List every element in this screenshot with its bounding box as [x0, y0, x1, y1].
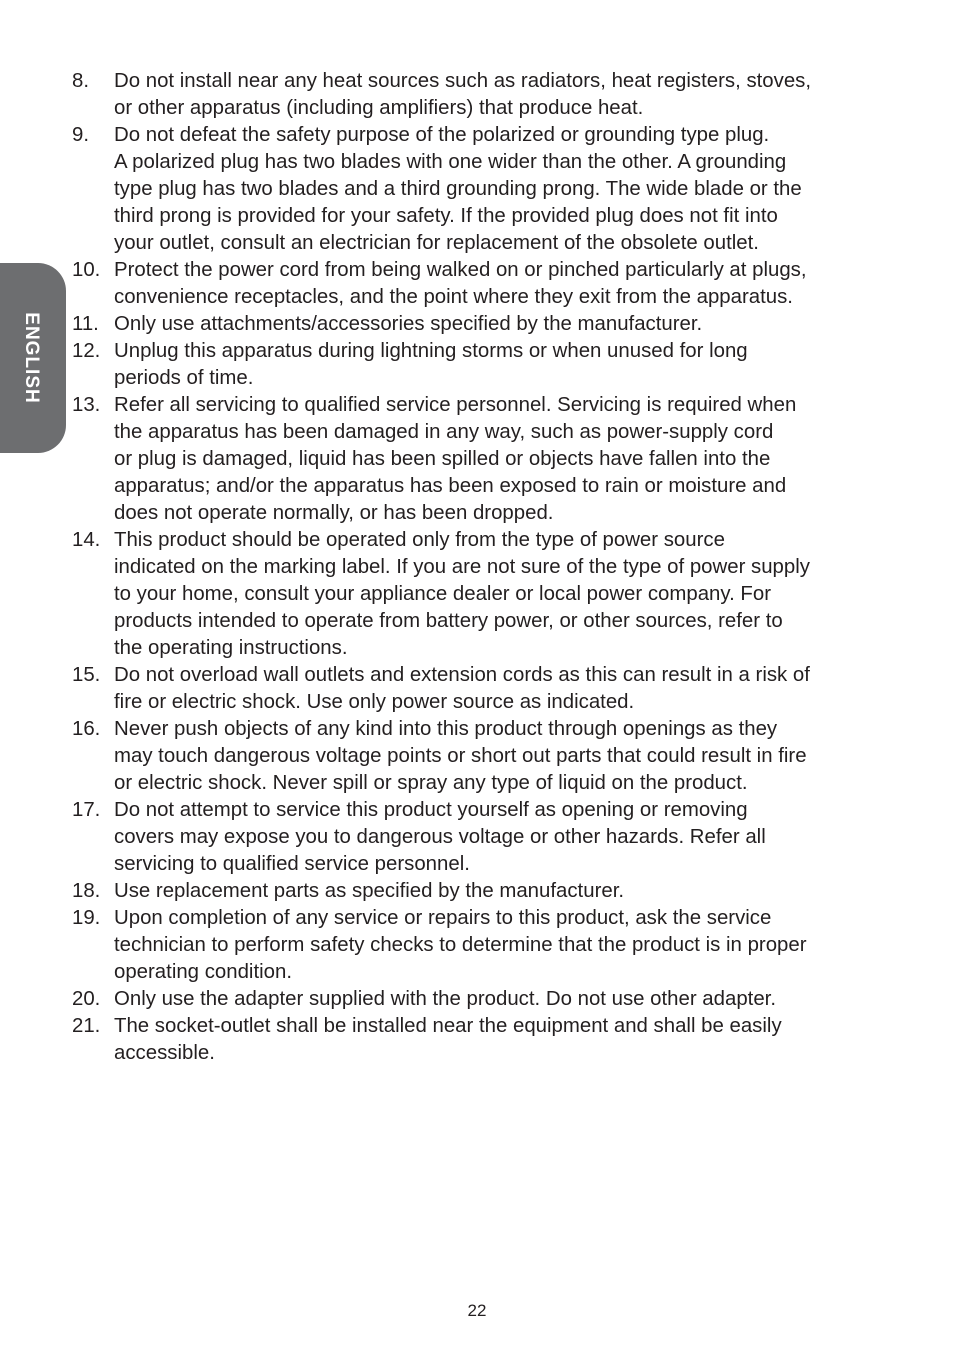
list-item [72, 986, 887, 1013]
list-item [72, 311, 887, 338]
item-text: Do not overload wall outlets and extension cords as this can result in a risk of fire or electric shock. Use only power source as indicated. [114, 664, 810, 713]
list-item [72, 392, 887, 527]
list-item [72, 68, 887, 122]
item-text: Refer all servicing to qualified service personnel. Servicing is required when the apparatus has been damaged in any way, such as power-supply cord or plug is damaged, liquid has been spilled or objects have fallen into the apparatus; and/or the apparatus has been exposed to rain or moisture and does not operate normally, or has been dropped. [114, 394, 797, 524]
item-number: 21. [72, 1015, 101, 1037]
item-text: Upon completion of any service or repairs to this product, ask the service technician to perform safety checks to determine that the product is in proper operating condition. [114, 907, 807, 983]
language-tab-label: ENGLISH [21, 312, 42, 404]
item-number: 20. [72, 988, 101, 1010]
list-item [72, 905, 887, 986]
item-number: 14. [72, 529, 101, 551]
item-text: Protect the power cord from being walked on or pinched particularly at plugs, convenience receptacles, and the point where they exit from the apparatus. [114, 259, 807, 308]
list-item [72, 662, 887, 716]
list-item [72, 527, 887, 662]
language-tab [0, 263, 66, 453]
item-number: 13. [72, 394, 101, 416]
safety-instructions-list [72, 68, 887, 1067]
item-text: Unplug this apparatus during lightning storms or when unused for long periods of time. [114, 340, 748, 389]
item-text: The socket-outlet shall be installed near the equipment and shall be easily accessible. [114, 1015, 782, 1064]
item-text: Only use the adapter supplied with the product. Do not use other adapter. [114, 988, 776, 1010]
item-text: Only use attachments/accessories specified by the manufacturer. [114, 313, 703, 335]
list-item [72, 338, 887, 392]
list-item [72, 1013, 887, 1067]
item-text: Use replacement parts as specified by the manufacturer. [114, 880, 625, 902]
item-text: Never push objects of any kind into this product through openings as they may touch dangerous voltage points or short out parts that could result in fire or electric shock. Never spill or spray any type of liquid on the product. [114, 718, 807, 794]
item-number: 17. [72, 799, 101, 821]
item-number: 12. [72, 340, 101, 362]
list-item [72, 716, 887, 797]
item-text: Do not defeat the safety purpose of the polarized or grounding type plug. A polarized plug has two blades with one wider than the other. A grounding type plug has two blades and a third grounding prong. The wide blade or the third prong is provided for your safety. If the provided plug does not fit into your outlet, consult an electrician for replacement of the obsolete outlet. [114, 124, 802, 254]
list-item [72, 797, 887, 878]
list-item [72, 878, 887, 905]
list-item [72, 257, 887, 311]
page-number: 22 [467, 1301, 487, 1320]
item-number: 10. [72, 259, 101, 281]
item-text: Do not attempt to service this product yourself as opening or removing covers may expose you to dangerous voltage or other hazards. Refer all servicing to qualified service personnel. [114, 799, 766, 875]
item-text: This product should be operated only from the type of power source indicated on the marking label. If you are not sure of the type of power supply to your home, consult your appliance dealer or local power company. For products intended to operate from battery power, or other sources, refer to the operating instructions. [114, 529, 810, 659]
item-number: 18. [72, 880, 101, 902]
item-number: 16. [72, 718, 101, 740]
item-number: 11. [72, 313, 99, 335]
list-item [72, 122, 887, 257]
item-number: 19. [72, 907, 101, 929]
item-number: 9. [72, 124, 90, 146]
item-number: 8. [72, 70, 90, 92]
item-number: 15. [72, 664, 101, 686]
item-text: Do not install near any heat sources such as radiators, heat registers, stoves, or other apparatus (including amplifiers) that produce heat. [114, 70, 812, 119]
